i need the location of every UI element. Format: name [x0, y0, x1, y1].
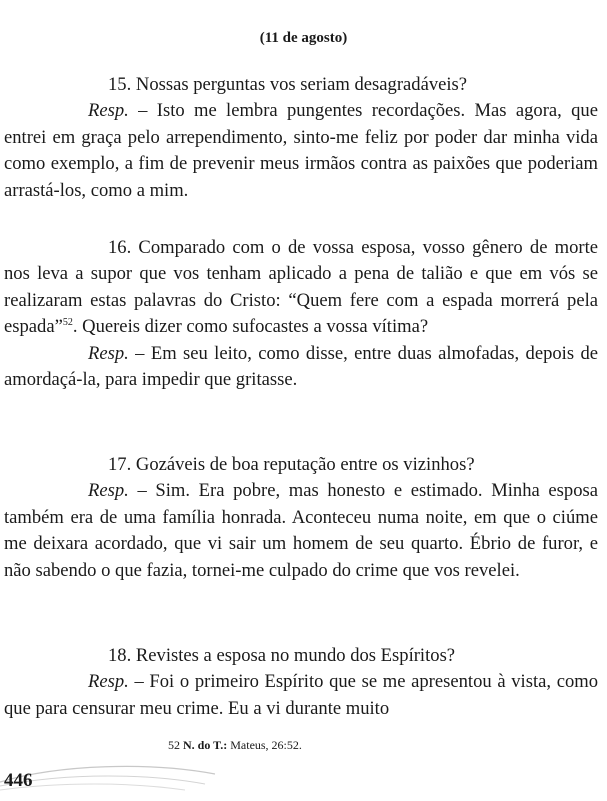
answer-text: – Sim. Era pobre, mas honesto e estimado. Minha esposa também era de uma família honrada. Aconteceu numa noite, em que o ciúme me deixara acordado, que vi sair um homem de seu quarto. Ébrio de furor, e não sabendo o que fazia, tornei-me culpado do crime que vos revelei.: [4, 480, 598, 581]
question-18: 18. Revistes a esposa no mundo dos Espíritos?: [108, 645, 456, 666]
section-16: [4, 235, 598, 393]
resp-label: Resp.: [88, 671, 129, 693]
answer-16: [4, 341, 598, 394]
footnote-label: N. do T.:: [183, 738, 228, 752]
question-16-text-end: . Quereis dizer como sufocastes a vossa vítima?: [72, 316, 429, 338]
question-16-text: 16. Comparado com o de vossa esposa, vosso gênero de morte nos leva a supor que vos tenham aplicado a pena de talião e que em vós se realizaram estas palavras do Cristo: “Quem fere com a espada morrerá pela espada”: [4, 237, 598, 338]
footnote-text: Mateus, 26:52.: [227, 738, 302, 752]
answer-text: – Em seu leito, como disse, entre duas almofadas, depois de amordaçá-la, para impedir que gritasse.: [4, 342, 598, 391]
footnote-number: 52: [168, 738, 180, 752]
answer-15: [4, 98, 598, 204]
answer-18: [4, 669, 598, 722]
page-number: 446: [4, 770, 33, 791]
resp-label: Resp.: [88, 480, 129, 502]
page-header-date: (11 de agosto): [259, 30, 348, 46]
resp-label: Resp.: [88, 342, 129, 364]
decorative-swoosh-icon: [0, 760, 220, 801]
question-16: [4, 235, 598, 341]
section-17: [4, 452, 598, 584]
answer-text: – Foi o primeiro Espírito que se me apresentou à vista, como que para censurar meu crime. Eu a vi durante muito: [4, 671, 598, 719]
resp-label: Resp.: [88, 100, 129, 122]
question-17: 17. Gozáveis de boa reputação entre os vizinhos?: [108, 454, 475, 475]
answer-17: [4, 478, 598, 584]
footnote: [168, 738, 302, 753]
answer-text: – Isto me lembra pungentes recordações. Mas agora, que entrei em graça pelo arrependimento, sinto-me feliz por poder dar minha vida como exemplo, a fim de prevenir meus irmãos contra as paixões que poderiam arrastá-los, como a mim.: [4, 100, 598, 201]
question-15: 15. Nossas perguntas vos seriam desagradáveis?: [108, 74, 468, 95]
footnote-reference: 52: [62, 317, 73, 329]
section-15: [4, 72, 598, 204]
section-18: [4, 643, 598, 722]
